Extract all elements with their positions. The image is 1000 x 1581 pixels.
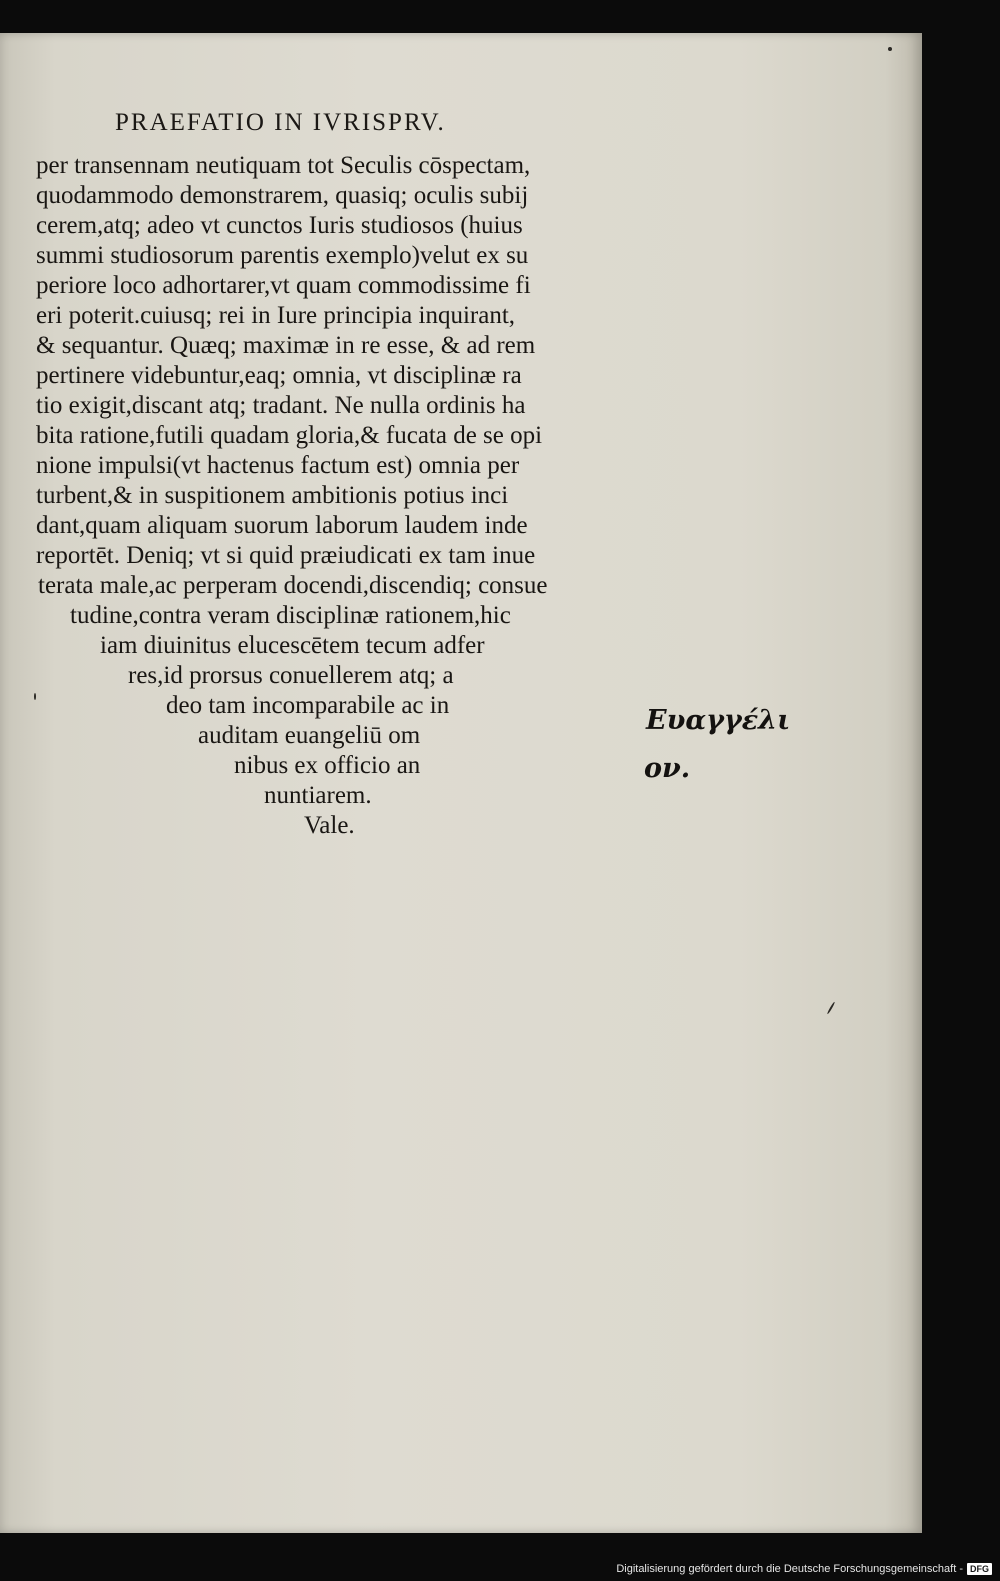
text-line: turbent,& in suspitionem ambitionis potius inci bbox=[36, 482, 509, 509]
text-line: pertinere videbuntur,eaq; omnia, vt disciplinæ ra bbox=[36, 362, 522, 389]
digitization-credit bbox=[616, 1562, 992, 1576]
margin-note-line-1: Ευαγγέλι bbox=[646, 705, 791, 736]
text-line: nibus ex officio an bbox=[234, 752, 421, 779]
credit-text: Digitalisierung gefördert durch die Deutsche Forschungsgemeinschaft - bbox=[616, 1563, 963, 1575]
text-line: tudine,contra veram disciplinæ rationem,hic bbox=[70, 602, 511, 629]
text-line: & sequantur. Quæq; maximæ in re esse, & ad rem bbox=[36, 332, 536, 359]
text-line: per transennam neutiquam tot Seculis cōspectam, bbox=[36, 152, 531, 179]
text-line: auditam euangeliū om bbox=[198, 722, 421, 749]
dfg-logo: DFG bbox=[967, 1563, 992, 1575]
margin-note-line-2: ον. bbox=[644, 753, 691, 784]
text-line: nuntiarem. bbox=[264, 782, 372, 809]
text-line: res,id prorsus conuellerem atq; a bbox=[128, 662, 454, 689]
text-line: nione impulsi(vt hactenus factum est) omnia per bbox=[36, 452, 520, 479]
text-line: Vale. bbox=[304, 812, 355, 839]
book-page bbox=[0, 33, 922, 1533]
text-line: terata male,ac perperam docendi,discendiq; consue bbox=[38, 572, 548, 599]
text-line: reportēt. Deniq; vt si quid præiudicati ex tam inue bbox=[36, 542, 536, 569]
text-line: dant,quam aliquam suorum laborum laudem inde bbox=[36, 512, 528, 539]
text-line: bita ratione,futili quadam gloria,& fucata de se opi bbox=[36, 422, 543, 449]
text-line: deo tam incomparabile ac in bbox=[166, 692, 450, 719]
text-line: summi studiosorum parentis exemplo)velut ex su bbox=[36, 242, 529, 269]
text-line: iam diuinitus elucescētem tecum adfer bbox=[100, 632, 485, 659]
ink-speck bbox=[34, 693, 36, 700]
text-line: tio exigit,discant atq; tradant. Ne nulla ordinis ha bbox=[36, 392, 526, 419]
ink-speck bbox=[827, 1001, 836, 1014]
ink-speck bbox=[888, 47, 892, 51]
text-line: cerem,atq; adeo vt cunctos Iuris studiosos (huius bbox=[36, 212, 523, 239]
text-line: eri poterit.cuiusq; rei in Iure principia inquirant, bbox=[36, 302, 516, 329]
text-line: periore loco adhortarer,vt quam commodissime fi bbox=[36, 272, 531, 299]
running-head: PRAEFATIO IN IVRISPRV. bbox=[115, 109, 446, 136]
text-line: quodammodo demonstrarem, quasiq; oculis subij bbox=[36, 182, 529, 209]
